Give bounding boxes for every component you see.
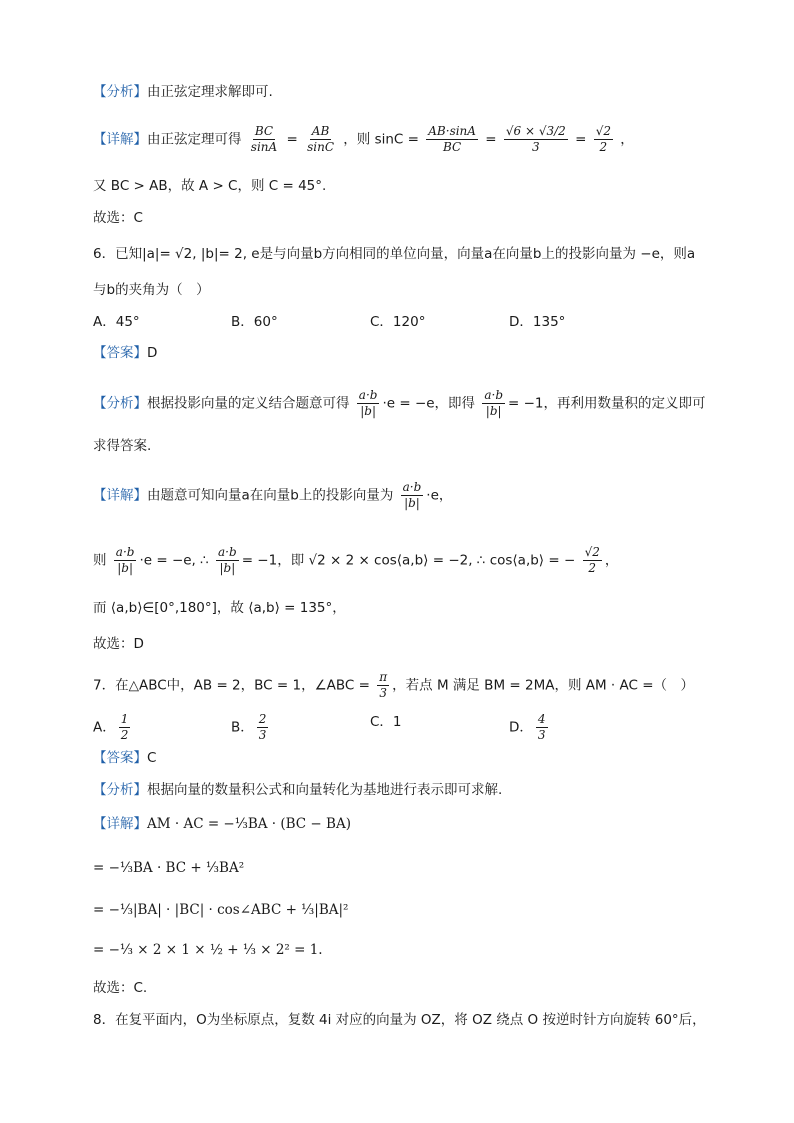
q5-choice: 故选：C (93, 210, 143, 226)
q6-analysis-frac2: $\frac{a\cdot b}{|b|}$ (484, 388, 504, 418)
option-label: C．1 (370, 714, 402, 730)
analysis-tag: 【分析】 (93, 84, 147, 100)
q7-option-c (370, 712, 402, 732)
q5-frac-ab-sinc: $\frac{AB}{\sin C}$ (307, 124, 334, 154)
q8-stem: 8．在复平面内，O为坐标原点，复数 4i 对应的向量为 OZ，将 OZ 绕点 O 按逆时针方向旋转 60°后， (93, 1012, 706, 1028)
q6-analysis-mid2: = −1，再利用数量积的定义即可 (508, 395, 706, 412)
q7-step1-text: AM · AC = −⅓BA · (BC − BA) (147, 816, 351, 832)
q7-choice: 故选：C. (93, 980, 148, 996)
q6-detail-frac3: $\frac{a\cdot b}{|b|}$ (218, 545, 237, 575)
q6-detail-line3: 而 ⟨a,b⟩∈[0°,180°]，故 ⟨a,b⟩ = 135°， (93, 600, 346, 616)
q7-stem-frac-pi3: $\frac{\pi}{3}$ (379, 670, 388, 700)
q6-analysis-line1 (93, 388, 706, 419)
q5-detail-line2: 又 BC > AB，故 A > C，则 C = 45°. (93, 178, 327, 194)
equals-sign: = (286, 131, 298, 148)
q7-detail-step1 (93, 814, 351, 834)
option-label: B． (231, 719, 254, 736)
q5-frac-bc-sina: $\frac{BC}{\sin A}$ (250, 124, 278, 154)
q7-answer-value: C (147, 750, 157, 766)
q6-analysis-mid1: ·e = −e，即得 (382, 395, 476, 412)
q5-analysis (93, 82, 273, 102)
equals-sign: = (575, 131, 587, 148)
q7-detail-step3: = −⅓|BA| · |BC| · cos∠ABC + ⅓|BA|² (93, 902, 349, 918)
q6-analysis-line2: 求得答案. (93, 438, 152, 454)
equals-sign: = (485, 131, 497, 148)
option-frac: $\frac{1}{2}$ (120, 712, 129, 742)
answer-tag: 【答案】 (93, 345, 147, 361)
q6-detail-line2 (93, 545, 618, 576)
analysis-tag: 【分析】 (93, 395, 147, 412)
q6-detail-frac2: $\frac{a\cdot b}{|b|}$ (115, 545, 135, 575)
q7-stem-text: 7．在△ABC中，AB = 2，BC = 1，∠ABC = (93, 677, 370, 694)
q5-then-sin: ，则 sinC = (343, 131, 419, 148)
q7-option-b (231, 712, 271, 743)
q7-option-a (93, 712, 133, 743)
q6-analysis-part1: 根据投影向量的定义结合题意可得 (147, 395, 350, 412)
q5-frac-root2: $\frac{√2}{2}$ (595, 124, 611, 154)
q6-option-c: C．120° (370, 314, 426, 330)
q7-detail-step4: = −⅓ × 2 × 1 × ½ + ⅓ × 2² = 1. (93, 942, 323, 958)
q7-option-d (509, 712, 551, 743)
q6-answer-value: D (147, 345, 158, 361)
q6-answer (93, 343, 157, 363)
q5-detail-prefix: 由正弦定理可得 (147, 131, 242, 148)
q6-detail-frac-root2: $\frac{√2}{2}$ (584, 545, 600, 575)
analysis-tag: 【分析】 (93, 782, 147, 798)
q7-stem-tail: ，若点 M 满足 BM = 2MA，则 AM · AC =（ ） (392, 677, 695, 694)
q5-frac-root6: $\frac{√6 \times √3/2}{3}$ (505, 124, 566, 154)
q6-detail-line1-text: 由题意可知向量a在向量b上的投影向量为 (147, 487, 394, 504)
option-label: A． (93, 719, 116, 736)
option-label: D． (509, 719, 533, 736)
q6-analysis-frac1: $\frac{a\cdot b}{|b|}$ (358, 388, 378, 418)
q6-stem-line2: 与b的夹角为（ ） (93, 282, 210, 298)
q5-analysis-text: 由正弦定理求解即可. (147, 84, 273, 100)
q7-analysis (93, 780, 502, 800)
detail-tag: 【详解】 (93, 131, 147, 148)
q6-detail-line1 (93, 480, 452, 511)
q6-stem-line1: 6．已知|a|= √2, |b|= 2, e是与向量b方向相同的单位向量，向量a在向量b上的投影向量为 −e，则a (93, 246, 696, 262)
q6-option-b: B．60° (231, 314, 278, 330)
q7-stem (93, 670, 694, 701)
q6-detail-frac1: $\frac{a\cdot b}{|b|}$ (402, 480, 422, 510)
q6-detail-line1-tail: ·e， (426, 487, 453, 504)
q5-detail-line1 (93, 124, 634, 155)
q6-detail-then: 则 (93, 552, 107, 569)
q6-detail-line2-b: ·e = −e, ∴ (139, 552, 209, 569)
q7-answer (93, 748, 156, 768)
q5-frac-ab-sina-bc: $\frac{AB\cdot\sin A}{BC}$ (428, 124, 476, 154)
comma: ， (604, 552, 619, 569)
option-frac: $\frac{2}{3}$ (258, 712, 267, 742)
answer-tag: 【答案】 (93, 750, 147, 766)
comma: ， (620, 131, 634, 148)
q6-option-a: A．45° (93, 314, 140, 330)
q7-detail-step2: = −⅓BA · BC + ⅓BA² (93, 860, 245, 876)
detail-tag: 【详解】 (93, 487, 147, 504)
detail-tag: 【详解】 (93, 816, 147, 832)
q6-choice: 故选：D (93, 636, 144, 652)
q6-option-d: D．135° (509, 314, 566, 330)
option-frac: $\frac{4}{3}$ (537, 712, 546, 742)
q6-detail-line2-c: = −1，即 √2 × 2 × cos⟨a,b⟩ = −2, ∴ cos⟨a,b⟩ = − (241, 552, 576, 569)
q7-analysis-text: 根据向量的数量积公式和向量转化为基地进行表示即可求解. (147, 782, 503, 798)
